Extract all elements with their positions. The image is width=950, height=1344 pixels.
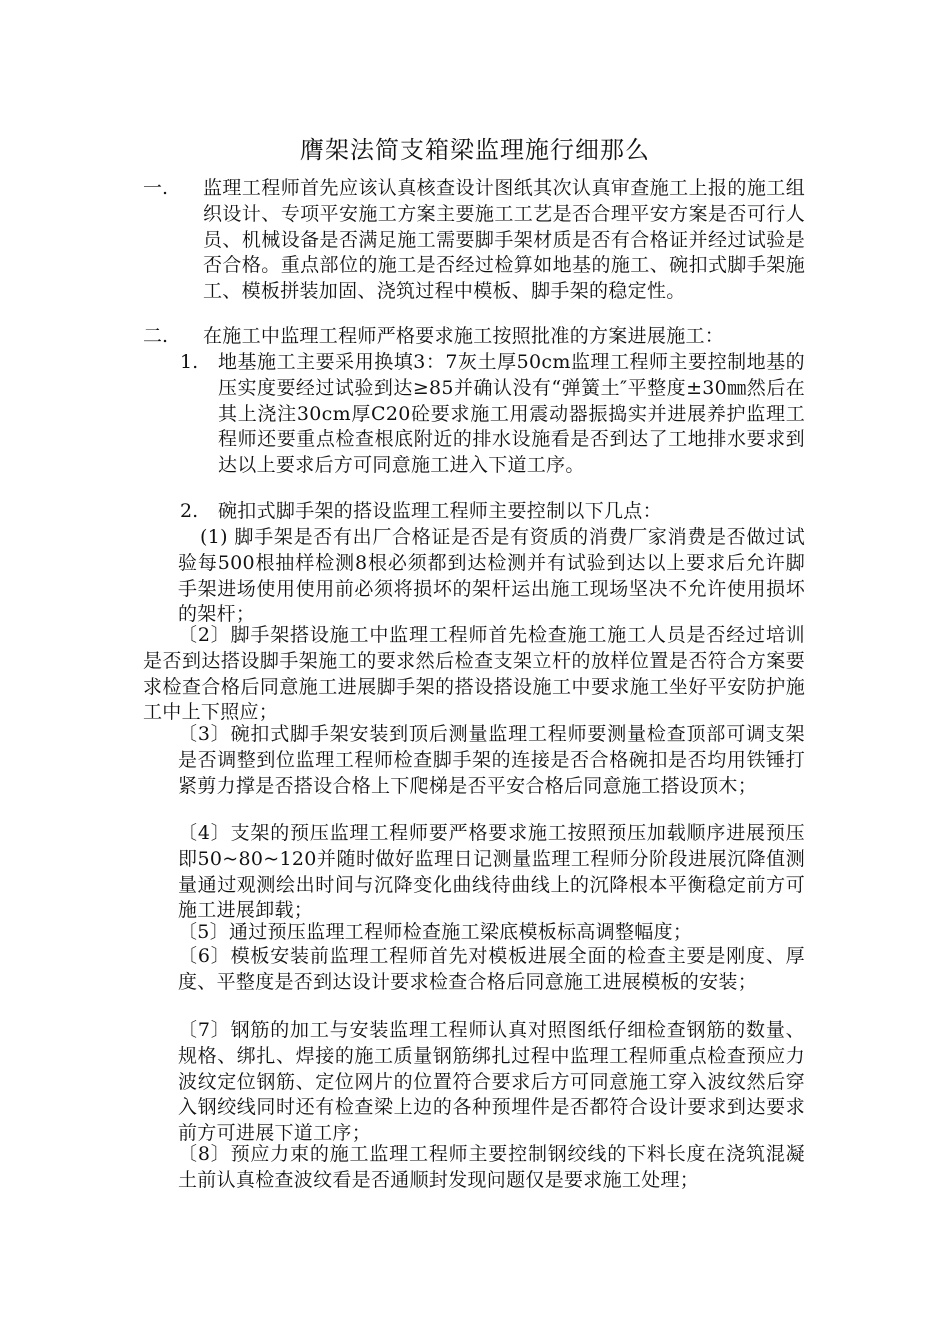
point-5: 〔5〕通过预压监理工程师检查施工梁底模板标高调整幅度； xyxy=(178,921,693,943)
point-3: 〔3〕碗扣式脚手架安装到顶后测量监理工程师要测量检查顶部可调支架是否调整到位监理工程师检查脚手架的连接是否合格碗扣是否均用铁锤打紧剪力撑是否搭设合格上下爬梯是否平安合格后同意施工搭设顶木； xyxy=(178,723,805,797)
section-1-text: 监理工程师首先应该认真核查设计图纸其次认真审查施工上报的施工组织设计、专项平安施工方案主要施工工艺是否合理平安方案是否可行人员、机械设备是否满足施工需要脚手架材质是否有合格证并经过试验是否合格。重点部位的施工是否经过检算如地基的施工、碗扣式脚手架施工、模板拼装加固、浇筑过程中模板、脚手架的稳定性。 xyxy=(203,177,805,303)
point-1: (1) 脚手架是否有出厂合格证是否是有资质的消费厂家消费是否做过试验每500根抽样检测8根必须都到达检测并有试验到达以上要求后允许脚手架进场使用使用前必须将损坏的架杆运出施工现场坚决不允许使用损坏的架杆； xyxy=(178,526,805,626)
point-4: 〔4〕支架的预压监理工程师要严格要求施工按照预压加载顺序进展预压即50~80~120并随时做好监理日记测量监理工程师分阶段进展沉降值测量通过观测绘出时间与沉降变化曲线待曲线上的沉降根本平衡稳定前方可施工进展卸载； xyxy=(178,822,805,922)
section-1-marker: 一. xyxy=(143,177,169,199)
item-2-marker: 2. xyxy=(180,500,199,522)
section-2-marker: 二. xyxy=(143,325,169,347)
document-title: 膺架法简支箱梁监理施行细那么 xyxy=(300,136,650,164)
item-1-marker: 1. xyxy=(180,351,199,373)
point-7: 〔7〕钢筋的加工与安装监理工程师认真对照图纸仔细检查钢筋的数量、规格、绑扎、焊接的施工质量钢筋绑扎过程中监理工程师重点检查预应力波纹定位钢筋、定位网片的位置符合要求后方可同意施工穿入波纹然后穿入钢绞线同时还有检查梁上边的各种预埋件是否都符合设计要求到达要求前方可进展下道工序； xyxy=(178,1019,805,1145)
section-2-text: 在施工中监理工程师严格要求施工按照批准的方案进展施工： xyxy=(203,325,725,347)
point-2: 〔2〕脚手架搭设施工中监理工程师首先检查施工施工人员是否经过培训是否到达搭设脚手架施工的要求然后检查支架立杆的放样位置是否符合方案要求检查合格后同意施工进展脚手架的搭设搭设施工中要求施工坐好平安防护施工中上下照应； xyxy=(143,624,805,724)
point-6: 〔6〕模板安装前监理工程师首先对模板进展全面的检查主要是刚度、厚度、平整度是否到达设计要求检查合格后同意施工进展模板的安装； xyxy=(178,945,805,993)
item-2-text: 碗扣式脚手架的搭设监理工程师主要控制以下几点： xyxy=(218,500,662,522)
item-1-text: 地基施工主要采用换填3：7灰土厚50cm监理工程师主要控制地基的压实度要经过试验到达≥85并确认没有“弹簧土″平整度±30㎜然后在其上浇注30cm厚C20砼要求施工用震动器振捣实并进展养护监理工程师还要重点检查根底附近的排水设施看是否到达了工地排水要求到达以上要求后方可同意施工进入下道工序。 xyxy=(218,351,805,477)
point-8: 〔8〕预应力束的施工监理工程师主要控制钢绞线的下料长度在浇筑混凝土前认真检查波纹看是否通顺封发现问题仅是要求施工处理； xyxy=(178,1143,805,1191)
